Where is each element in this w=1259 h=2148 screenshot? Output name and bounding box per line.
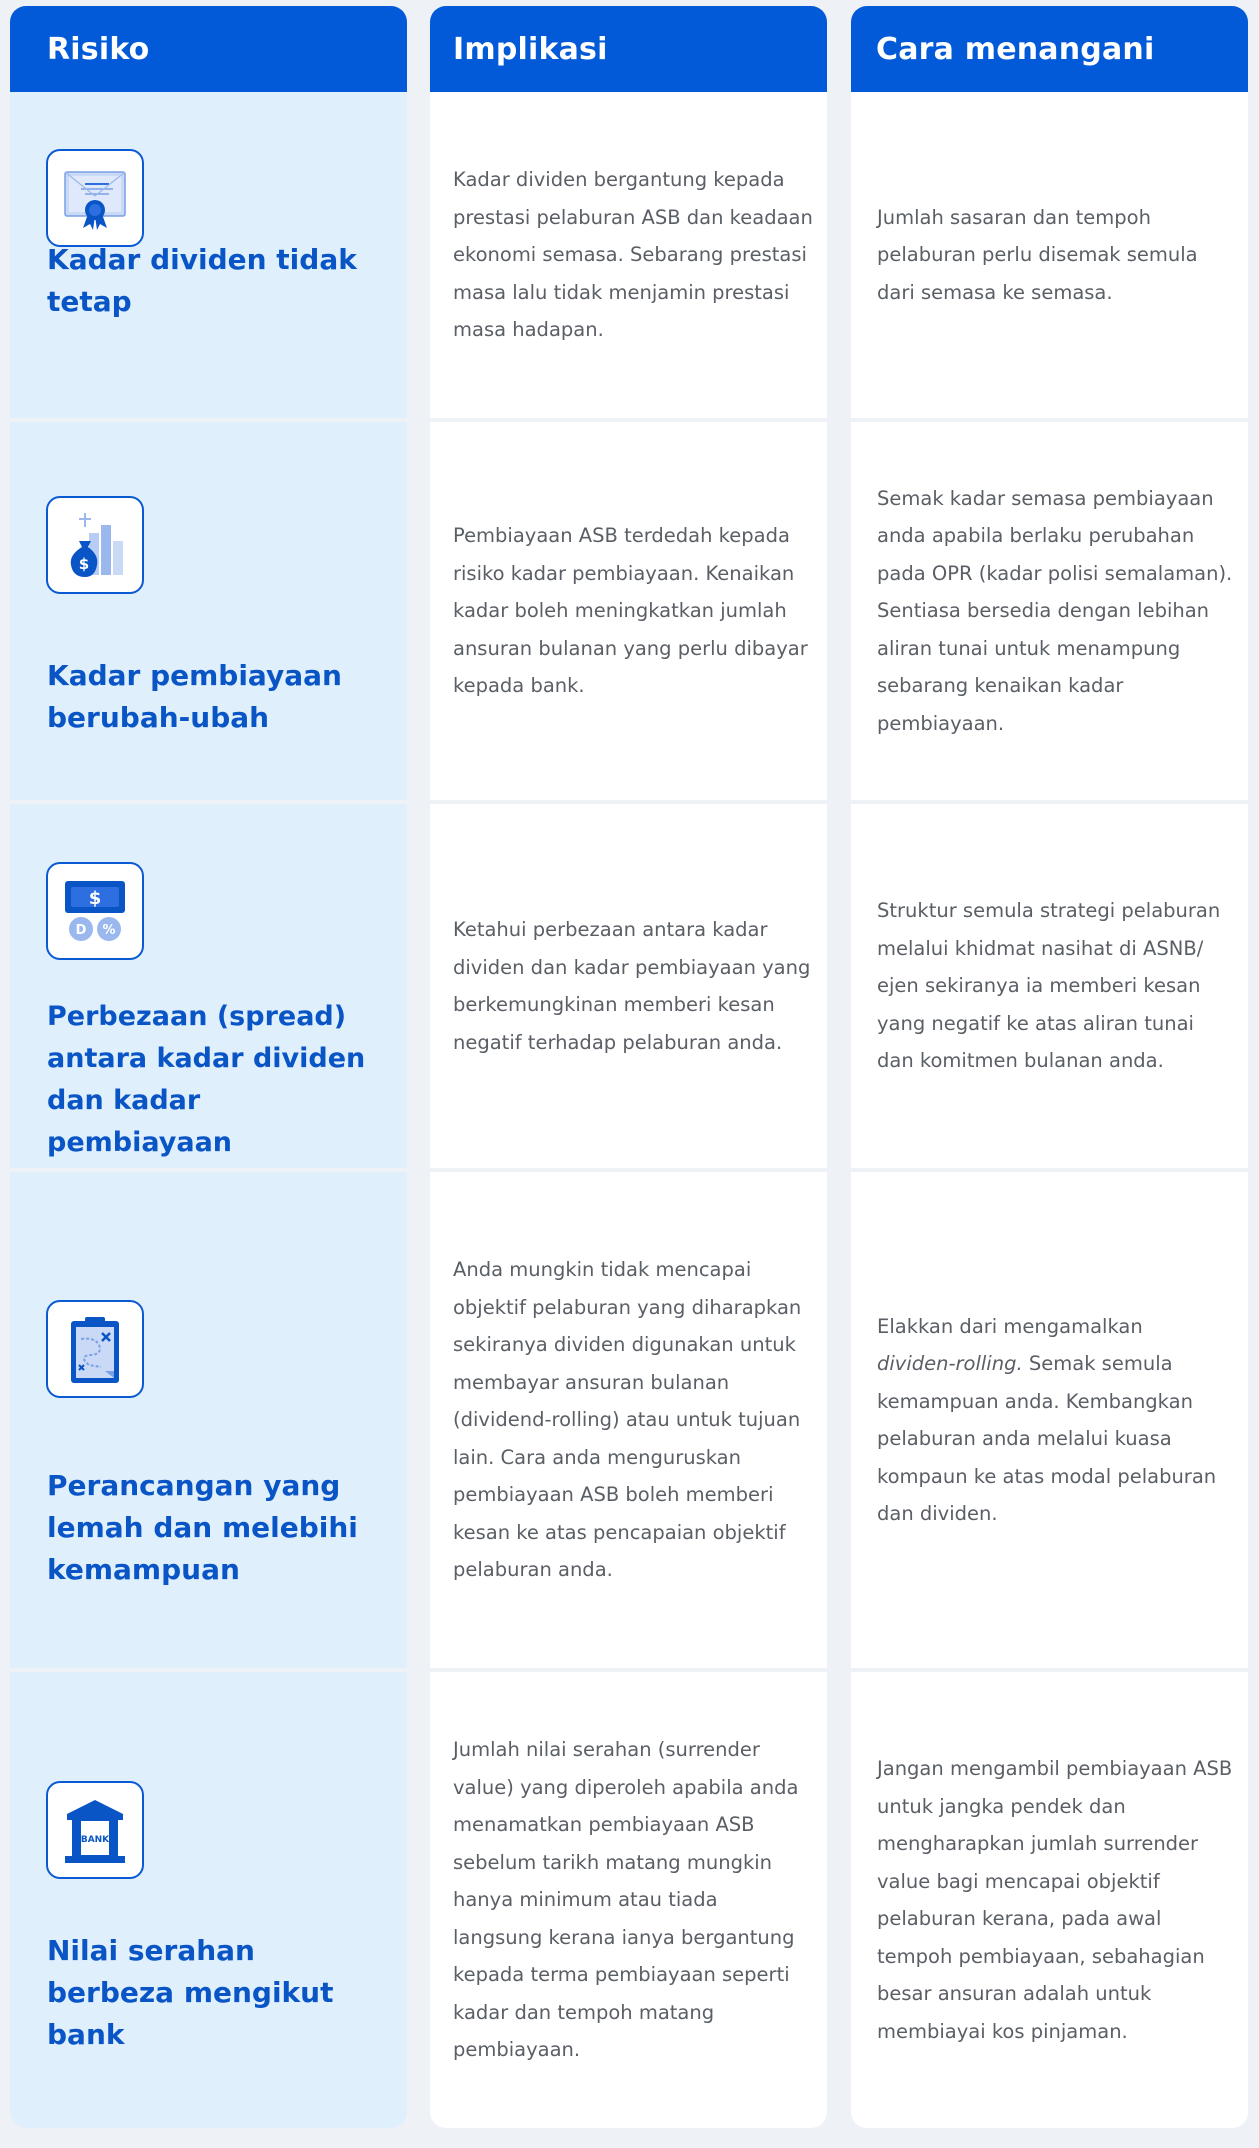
handling-text: Struktur semula strategi pelaburan melalui khidmat nasihat di ASNB/ ejen sekiranya ia memberi kesan yang negatif ke atas aliran tunai dan komitmen bulanan anda. — [877, 899, 1221, 1073]
implication-cell-4 — [430, 1172, 827, 1672]
handling-text: Jangan mengambil pembiayaan ASB untuk jangka pendek dan mengharapkan jumlah surrender value bagi mencapai objektif pelaburan kerana, pada awal tempoh pembiayaan, sebahagian besar ansuran adalah untuk membiayai kos pinjaman. — [877, 1757, 1233, 2043]
banknote-percent-icon — [46, 862, 144, 960]
clipboard-strategy-icon — [46, 1300, 144, 1398]
certificate-icon — [46, 149, 144, 247]
money-bag-chart-icon — [46, 496, 144, 594]
implication-cell-5 — [430, 1672, 827, 2128]
risk-cell-5 — [10, 1672, 407, 2128]
risk-column — [10, 6, 407, 2128]
handling-text: Semak kadar semasa pembiayaan anda apabila berlaku perubahan pada OPR (kadar polisi semalaman). Sentiasa bersedia dengan lebihan aliran tunai untuk menampung sebarang kenaikan kadar pembiayaan. — [877, 486, 1233, 735]
handling-cell-2 — [851, 422, 1248, 804]
risk-cell-2 — [10, 422, 407, 804]
svg-text:BANK: BANK — [80, 1835, 110, 1845]
risk-title: Perbezaan (spread) antara kadar dividen dan kadar pembiayaan — [47, 1001, 366, 1158]
handling-text: Jumlah sasaran dan tempoh pelaburan perlu disemak semula dari semasa ke semasa. — [877, 205, 1198, 304]
handling-text — [851, 1308, 1248, 1533]
handling-cell-5 — [851, 1672, 1248, 2128]
risk-title: Nilai serahan berbeza mengikut bank — [47, 1934, 334, 2051]
risk-title: Kadar dividen tidak tetap — [47, 243, 357, 318]
handling-text-rest: Semak semula kemampuan anda. Kembangkan pelaburan anda melalui kuasa kompaun ke atas modal pelaburan dan dividen. — [877, 1352, 1217, 1525]
handling-cell-1 — [851, 92, 1248, 422]
svg-text:%: % — [102, 923, 116, 938]
implication-text: Kadar dividen bergantung kepada prestasi pelaburan ASB dan keadaan ekonomi semasa. Sebarang prestasi masa lalu tidak menjamin prestasi masa hadapan. — [453, 168, 813, 342]
risk-title: Perancangan yang lemah dan melebihi kemampuan — [47, 1469, 358, 1586]
handling-cell-4 — [851, 1172, 1248, 1672]
risk-cell-1 — [10, 92, 407, 422]
implication-cell-1 — [430, 92, 827, 422]
risk-column-header: Risiko — [10, 6, 407, 92]
implication-text: Jumlah nilai serahan (surrender value) yang diperoleh apabila anda menamatkan pembiayaan ASB sebelum tarikh matang mungkin hanya minimum atau tiada langsung kerana ianya bergantung kepada terma pembiayaan seperti kadar dan tempoh matang pembiayaan. — [453, 1738, 799, 2062]
svg-text:$: $ — [78, 555, 90, 573]
svg-text:D: D — [75, 923, 87, 938]
risk-title: Kadar pembiayaan berubah-ubah — [47, 659, 342, 734]
risk-cell-3 — [10, 804, 407, 1172]
svg-text:$: $ — [88, 888, 102, 909]
implication-text: Anda mungkin tidak mencapai objektif pelaburan yang diharapkan sekiranya dividen digunakan untuk membayar ansuran bulanan (dividend-rolling) atau untuk tujuan lain. Cara anda menguruskan pembiayaan ASB boleh memberi kesan ke atas pencapaian objektif pelaburan anda. — [453, 1258, 802, 1582]
handling-cell-3 — [851, 804, 1248, 1172]
bank-building-icon — [46, 1781, 144, 1879]
handling-column-header: Cara menangani — [851, 6, 1248, 92]
handling-text-prefix: Elakkan dari mengamalkan — [877, 1314, 1143, 1338]
implication-text: Ketahui perbezaan antara kadar dividen dan kadar pembiayaan yang berkemungkinan memberi kesan negatif terhadap pelaburan anda. — [453, 918, 811, 1054]
implication-column — [430, 6, 827, 2128]
implication-text: Pembiayaan ASB terdedah kepada risiko kadar pembiayaan. Kenaikan kadar boleh meningkatkan jumlah ansuran bulanan yang perlu dibayar kepada bank. — [453, 524, 808, 698]
risk-cell-4 — [10, 1172, 407, 1672]
handling-text-italic: dividen-rolling. — [877, 1352, 1023, 1375]
implication-cell-3 — [430, 804, 827, 1172]
implication-cell-2 — [430, 422, 827, 804]
implication-column-header: Implikasi — [430, 6, 827, 92]
handling-column — [851, 6, 1248, 2128]
